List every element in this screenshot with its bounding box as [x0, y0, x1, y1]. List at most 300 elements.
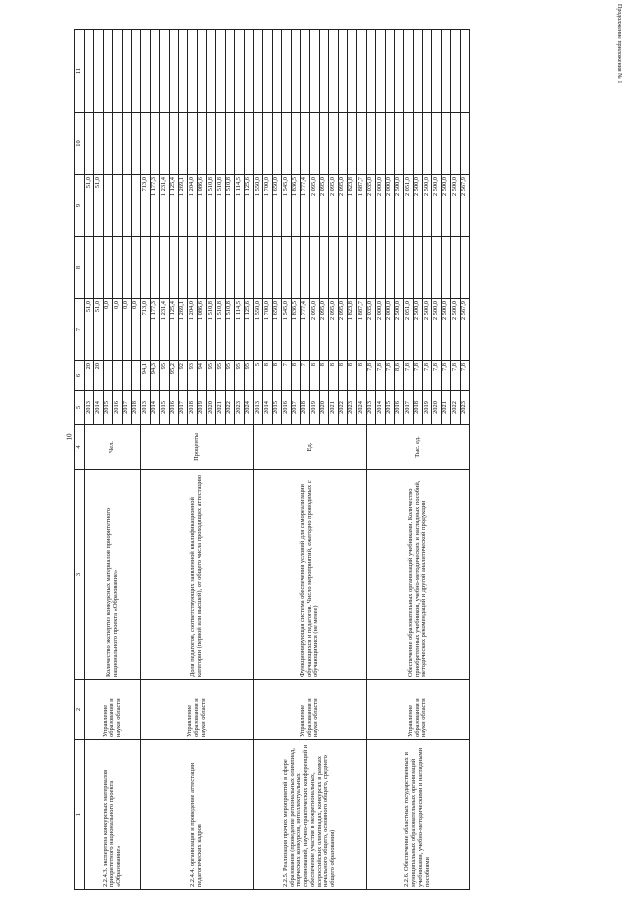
page-number: 10 — [65, 433, 74, 441]
year-cell: 2020 — [432, 391, 441, 425]
year-cell: 2020 — [319, 391, 328, 425]
other-funding-cell — [357, 30, 366, 113]
indicator-cell: Функционирующая система обеспечения условий для самореализации обучающихся и педагогов. Число мероприятий, ежегодно проводимых с обучающимися (не менее) — [254, 470, 367, 680]
executor-cell: Управление образования и науки области — [366, 680, 469, 740]
local-funding-cell — [413, 113, 422, 175]
federal-funding-cell — [188, 237, 197, 299]
year-cell: 2021 — [216, 391, 225, 425]
table-row — [141, 30, 150, 890]
other-funding-cell — [207, 30, 216, 113]
year-cell: 2021 — [441, 391, 450, 425]
other-funding-cell — [272, 30, 281, 113]
federal-funding-cell — [413, 237, 422, 299]
year-cell: 2014 — [94, 391, 103, 425]
regional-funding-cell — [103, 175, 112, 237]
indicator-cell: Обеспечение образовательных организаций учебниками. Количество приобретенных учебников, учебно-методических и наглядных пособий, методических рекомендаций и другой аналитической продукции — [366, 470, 469, 680]
regional-funding-cell: 2 095,0 — [338, 175, 347, 237]
local-funding-cell — [85, 113, 94, 175]
regional-funding-cell: 2 051,0 — [404, 175, 413, 237]
indicator-value-cell: 20 — [94, 361, 103, 391]
year-cell: 2017 — [291, 391, 300, 425]
indicator-value-cell: 93 — [188, 361, 197, 391]
column-number-row — [75, 30, 85, 890]
indicator-value-cell: 7 — [282, 361, 291, 391]
other-funding-cell — [441, 30, 450, 113]
indicator-value-cell — [103, 361, 112, 391]
total-funding-cell: 2 000,0 — [385, 299, 394, 361]
table-body — [85, 30, 470, 890]
regional-funding-cell: 1 510,8 — [216, 175, 225, 237]
indicator-value-cell: 95 — [207, 361, 216, 391]
regional-funding-cell: 2 500,0 — [413, 175, 422, 237]
federal-funding-cell — [366, 237, 375, 299]
year-cell: 2020 — [207, 391, 216, 425]
total-funding-cell: 1 204,0 — [188, 299, 197, 361]
local-funding-cell — [357, 113, 366, 175]
other-funding-cell — [282, 30, 291, 113]
year-cell: 2019 — [310, 391, 319, 425]
indicator-value-cell: 8 — [357, 361, 366, 391]
other-funding-cell — [169, 30, 178, 113]
federal-funding-cell — [272, 237, 281, 299]
program-table — [74, 29, 470, 890]
federal-funding-cell — [197, 237, 206, 299]
other-funding-cell — [423, 30, 432, 113]
other-funding-cell — [197, 30, 206, 113]
other-funding-cell — [432, 30, 441, 113]
federal-funding-cell — [451, 237, 460, 299]
other-funding-cell — [394, 30, 403, 113]
indicator-value-cell: 5 — [254, 361, 263, 391]
col-7-header: 7 — [75, 299, 85, 361]
federal-funding-cell — [178, 237, 187, 299]
indicator-value-cell: 7,8 — [460, 361, 469, 391]
total-funding-cell: 0,0 — [113, 299, 122, 361]
other-funding-cell — [460, 30, 469, 113]
indicator-value-cell: 7 — [300, 361, 309, 391]
other-funding-cell — [150, 30, 159, 113]
executor-cell: Управление образования и науки области — [85, 680, 141, 740]
local-funding-cell — [347, 113, 356, 175]
total-funding-cell: 2 095,0 — [329, 299, 338, 361]
other-funding-cell — [216, 30, 225, 113]
year-cell: 2019 — [197, 391, 206, 425]
indicator-value-cell: 7,8 — [441, 361, 450, 391]
total-funding-cell: 1 269,1 — [178, 299, 187, 361]
federal-funding-cell — [94, 237, 103, 299]
federal-funding-cell — [225, 237, 234, 299]
indicator-value-cell: 7,8 — [451, 361, 460, 391]
other-funding-cell — [244, 30, 253, 113]
indicator-value-cell: 8 — [310, 361, 319, 391]
indicator-value-cell: 7,8 — [376, 361, 385, 391]
activity-cell: 2.2.5. Реализация прочих мероприятий в сфере образования (проведение региональных олимпиад, творческих конкурсов, интеллектуальных соревнований, научно-практических конференций и обеспечение участия в межрегиональных, всероссийских олимпиадах, конкурсах в рамках начального общего, основного общего, среднего общего образования) — [254, 740, 367, 890]
indicator-value-cell — [113, 361, 122, 391]
regional-funding-cell: 1 777,4 — [300, 175, 309, 237]
federal-funding-cell — [282, 237, 291, 299]
total-funding-cell: 1 550,0 — [254, 299, 263, 361]
year-cell: 2023 — [460, 391, 469, 425]
total-funding-cell: 1 823,8 — [347, 299, 356, 361]
other-funding-cell — [85, 30, 94, 113]
other-funding-cell — [94, 30, 103, 113]
year-cell: 2023 — [347, 391, 356, 425]
col-10-header: 10 — [75, 113, 85, 175]
col-6-header: 6 — [75, 361, 85, 391]
year-cell: 2024 — [357, 391, 366, 425]
unit-cell: Чел. — [85, 425, 141, 470]
other-funding-cell — [338, 30, 347, 113]
other-funding-cell — [122, 30, 131, 113]
indicator-value-cell — [122, 361, 131, 391]
regional-funding-cell: 1 836,5 — [291, 175, 300, 237]
year-cell: 2024 — [244, 391, 253, 425]
activity-cell: 2.2.6. Обеспечение областных государственных и муниципальных образовательных организаций учебниками, учебно-методическими и наглядными пособиями — [366, 740, 469, 890]
local-funding-cell — [300, 113, 309, 175]
total-funding-cell: 51,0 — [85, 299, 94, 361]
table-row — [85, 30, 94, 890]
local-funding-cell — [94, 113, 103, 175]
other-funding-cell — [413, 30, 422, 113]
total-funding-cell: 0,0 — [131, 299, 140, 361]
year-cell: 2013 — [141, 391, 150, 425]
regional-funding-cell: 1 510,8 — [207, 175, 216, 237]
col-5-header: 5 — [75, 391, 85, 425]
other-funding-cell — [103, 30, 112, 113]
other-funding-cell — [451, 30, 460, 113]
local-funding-cell — [188, 113, 197, 175]
federal-funding-cell — [160, 237, 169, 299]
local-funding-cell — [366, 113, 375, 175]
other-funding-cell — [329, 30, 338, 113]
other-funding-cell — [291, 30, 300, 113]
indicator-cell: Количество экспертиз конкурсных материалов приоритетного национального проекта «Образование» — [85, 470, 141, 680]
activity-cell: 2.2.4.4. организация и проведение аттестации педагогических кадров — [141, 740, 254, 890]
regional-funding-cell: 1 177,3 — [150, 175, 159, 237]
regional-funding-cell: 2 000,0 — [376, 175, 385, 237]
total-funding-cell: 2 095,0 — [310, 299, 319, 361]
rotated-table-wrapper — [74, 30, 614, 890]
federal-funding-cell — [460, 237, 469, 299]
indicator-value-cell: 7,8 — [432, 361, 441, 391]
regional-funding-cell: 713,0 — [141, 175, 150, 237]
federal-funding-cell — [385, 237, 394, 299]
federal-funding-cell — [244, 237, 253, 299]
year-cell: 2017 — [404, 391, 413, 425]
indicator-value-cell: 95,2 — [169, 361, 178, 391]
total-funding-cell: 1 836,5 — [291, 299, 300, 361]
local-funding-cell — [423, 113, 432, 175]
local-funding-cell — [432, 113, 441, 175]
regional-funding-cell: 1 125,6 — [244, 175, 253, 237]
regional-funding-cell: 2 567,9 — [460, 175, 469, 237]
other-funding-cell — [254, 30, 263, 113]
total-funding-cell: 1 510,8 — [207, 299, 216, 361]
local-funding-cell — [141, 113, 150, 175]
regional-funding-cell: 2 000,0 — [385, 175, 394, 237]
federal-funding-cell — [235, 237, 244, 299]
year-cell: 2016 — [113, 391, 122, 425]
col-2-header: 2 — [75, 680, 85, 740]
year-cell: 2016 — [169, 391, 178, 425]
indicator-value-cell: 95 — [160, 361, 169, 391]
regional-funding-cell: 1 204,0 — [188, 175, 197, 237]
other-funding-cell — [113, 30, 122, 113]
col-4-header: 4 — [75, 425, 85, 470]
federal-funding-cell — [347, 237, 356, 299]
other-funding-cell — [319, 30, 328, 113]
total-funding-cell: 1 086,6 — [197, 299, 206, 361]
other-funding-cell — [404, 30, 413, 113]
federal-funding-cell — [122, 237, 131, 299]
unit-cell: Ед. — [254, 425, 367, 470]
other-funding-cell — [376, 30, 385, 113]
total-funding-cell: 1 114,5 — [235, 299, 244, 361]
regional-funding-cell: 2 500,0 — [423, 175, 432, 237]
col-1-header: 1 — [75, 740, 85, 890]
total-funding-cell: 0,0 — [103, 299, 112, 361]
col-9-header: 9 — [75, 175, 85, 237]
year-cell: 2022 — [338, 391, 347, 425]
year-cell: 2014 — [376, 391, 385, 425]
federal-funding-cell — [207, 237, 216, 299]
regional-funding-cell: 2 500,0 — [451, 175, 460, 237]
indicator-value-cell: 7,8 — [423, 361, 432, 391]
year-cell: 2018 — [300, 391, 309, 425]
indicator-value-cell: 8 — [291, 361, 300, 391]
indicator-value-cell: 8 — [319, 361, 328, 391]
col-11-header: 11 — [75, 30, 85, 113]
indicator-value-cell: 94,3 — [150, 361, 159, 391]
local-funding-cell — [329, 113, 338, 175]
local-funding-cell — [291, 113, 300, 175]
other-funding-cell — [347, 30, 356, 113]
regional-funding-cell: 2 500,0 — [394, 175, 403, 237]
local-funding-cell — [207, 113, 216, 175]
regional-funding-cell: 2 035,0 — [366, 175, 375, 237]
other-funding-cell — [178, 30, 187, 113]
local-funding-cell — [244, 113, 253, 175]
regional-funding-cell: 1 125,4 — [169, 175, 178, 237]
activity-cell: 2.2.4.3. экспертиза конкурсных материалов приоритетного национального проекта «Образование» — [85, 740, 141, 890]
local-funding-cell — [376, 113, 385, 175]
regional-funding-cell: 1 700,0 — [263, 175, 272, 237]
regional-funding-cell: 2 500,0 — [432, 175, 441, 237]
indicator-cell: Доля педагогов, соответствующих заявленной квалификационной категории (первой или высшей), от общего числа проходящих аттестацию — [141, 470, 254, 680]
indicator-value-cell: 95 — [235, 361, 244, 391]
other-funding-cell — [263, 30, 272, 113]
year-cell: 2015 — [385, 391, 394, 425]
local-funding-cell — [235, 113, 244, 175]
col-8-header: 8 — [75, 237, 85, 299]
local-funding-cell — [460, 113, 469, 175]
year-cell: 2015 — [272, 391, 281, 425]
regional-funding-cell: 2 095,0 — [310, 175, 319, 237]
total-funding-cell: 1 545,0 — [282, 299, 291, 361]
federal-funding-cell — [150, 237, 159, 299]
indicator-value-cell: 7,8 — [413, 361, 422, 391]
federal-funding-cell — [131, 237, 140, 299]
indicator-value-cell: 7,8 — [366, 361, 375, 391]
local-funding-cell — [272, 113, 281, 175]
year-cell: 2022 — [225, 391, 234, 425]
total-funding-cell: 2 500,0 — [413, 299, 422, 361]
regional-funding-cell: 2 095,0 — [329, 175, 338, 237]
total-funding-cell: 51,0 — [94, 299, 103, 361]
regional-funding-cell: 1 231,4 — [160, 175, 169, 237]
year-cell: 2018 — [131, 391, 140, 425]
total-funding-cell: 2 035,0 — [366, 299, 375, 361]
year-cell: 2017 — [178, 391, 187, 425]
year-cell: 2019 — [423, 391, 432, 425]
federal-funding-cell — [113, 237, 122, 299]
regional-funding-cell: 51,0 — [85, 175, 94, 237]
other-funding-cell — [385, 30, 394, 113]
local-funding-cell — [451, 113, 460, 175]
federal-funding-cell — [310, 237, 319, 299]
local-funding-cell — [282, 113, 291, 175]
regional-funding-cell: 51,0 — [94, 175, 103, 237]
total-funding-cell: 1 125,4 — [169, 299, 178, 361]
local-funding-cell — [319, 113, 328, 175]
year-cell: 2023 — [235, 391, 244, 425]
regional-funding-cell — [131, 175, 140, 237]
other-funding-cell — [160, 30, 169, 113]
other-funding-cell — [131, 30, 140, 113]
local-funding-cell — [394, 113, 403, 175]
local-funding-cell — [404, 113, 413, 175]
local-funding-cell — [225, 113, 234, 175]
year-cell: 2014 — [263, 391, 272, 425]
regional-funding-cell: 1 545,0 — [282, 175, 291, 237]
local-funding-cell — [169, 113, 178, 175]
regional-funding-cell: 1 114,5 — [235, 175, 244, 237]
federal-funding-cell — [141, 237, 150, 299]
total-funding-cell: 1 510,8 — [216, 299, 225, 361]
federal-funding-cell — [404, 237, 413, 299]
other-funding-cell — [300, 30, 309, 113]
year-cell: 2014 — [150, 391, 159, 425]
federal-funding-cell — [300, 237, 309, 299]
local-funding-cell — [310, 113, 319, 175]
indicator-value-cell: 8 — [347, 361, 356, 391]
local-funding-cell — [263, 113, 272, 175]
regional-funding-cell: 1 086,6 — [197, 175, 206, 237]
indicator-value-cell: 8 — [272, 361, 281, 391]
executor-cell: Управление образования и науки области — [254, 680, 367, 740]
local-funding-cell — [131, 113, 140, 175]
indicator-value-cell: 92 — [178, 361, 187, 391]
total-funding-cell: 2 500,0 — [394, 299, 403, 361]
year-cell: 2015 — [160, 391, 169, 425]
unit-cell: Проценты — [141, 425, 254, 470]
other-funding-cell — [366, 30, 375, 113]
other-funding-cell — [141, 30, 150, 113]
indicator-value-cell: 95 — [225, 361, 234, 391]
federal-funding-cell — [103, 237, 112, 299]
federal-funding-cell — [319, 237, 328, 299]
indicator-value-cell: 94 — [197, 361, 206, 391]
indicator-value-cell: 95 — [216, 361, 225, 391]
total-funding-cell: 2 567,9 — [460, 299, 469, 361]
executor-cell: Управление образования и науки области — [141, 680, 254, 740]
total-funding-cell: 2 000,0 — [376, 299, 385, 361]
year-cell: 2018 — [188, 391, 197, 425]
federal-funding-cell — [432, 237, 441, 299]
local-funding-cell — [178, 113, 187, 175]
regional-funding-cell: 2 500,0 — [441, 175, 450, 237]
federal-funding-cell — [394, 237, 403, 299]
local-funding-cell — [338, 113, 347, 175]
regional-funding-cell: 1 269,1 — [178, 175, 187, 237]
total-funding-cell: 1 700,0 — [263, 299, 272, 361]
local-funding-cell — [197, 113, 206, 175]
year-cell: 2017 — [122, 391, 131, 425]
total-funding-cell: 2 500,0 — [451, 299, 460, 361]
federal-funding-cell — [169, 237, 178, 299]
regional-funding-cell: 2 095,0 — [319, 175, 328, 237]
federal-funding-cell — [441, 237, 450, 299]
regional-funding-cell: 1 550,0 — [254, 175, 263, 237]
continuation-note: Продолжение приложения № 1 — [616, 4, 622, 84]
federal-funding-cell — [329, 237, 338, 299]
col-3-header: 3 — [75, 470, 85, 680]
total-funding-cell: 713,0 — [141, 299, 150, 361]
federal-funding-cell — [254, 237, 263, 299]
total-funding-cell: 0,0 — [122, 299, 131, 361]
indicator-value-cell: 8 — [338, 361, 347, 391]
federal-funding-cell — [423, 237, 432, 299]
table-row — [254, 30, 263, 890]
other-funding-cell — [225, 30, 234, 113]
local-funding-cell — [385, 113, 394, 175]
federal-funding-cell — [357, 237, 366, 299]
local-funding-cell — [103, 113, 112, 175]
local-funding-cell — [254, 113, 263, 175]
indicator-value-cell: 94,1 — [141, 361, 150, 391]
local-funding-cell — [160, 113, 169, 175]
regional-funding-cell — [113, 175, 122, 237]
total-funding-cell: 2 095,0 — [338, 299, 347, 361]
year-cell: 2016 — [394, 391, 403, 425]
indicator-value-cell: 95 — [244, 361, 253, 391]
total-funding-cell: 1 650,0 — [272, 299, 281, 361]
total-funding-cell: 1 125,6 — [244, 299, 253, 361]
federal-funding-cell — [85, 237, 94, 299]
indicator-value-cell: 7,8 — [385, 361, 394, 391]
year-cell: 2022 — [451, 391, 460, 425]
regional-funding-cell: 1 510,8 — [225, 175, 234, 237]
regional-funding-cell: 1 823,8 — [347, 175, 356, 237]
total-funding-cell: 2 500,0 — [423, 299, 432, 361]
year-cell: 2013 — [366, 391, 375, 425]
federal-funding-cell — [216, 237, 225, 299]
total-funding-cell: 2 095,0 — [319, 299, 328, 361]
year-cell: 2015 — [103, 391, 112, 425]
table-row — [366, 30, 375, 890]
indicator-value-cell: 20 — [85, 361, 94, 391]
local-funding-cell — [150, 113, 159, 175]
federal-funding-cell — [376, 237, 385, 299]
federal-funding-cell — [291, 237, 300, 299]
local-funding-cell — [113, 113, 122, 175]
total-funding-cell: 2 051,0 — [404, 299, 413, 361]
other-funding-cell — [310, 30, 319, 113]
indicator-value-cell — [131, 361, 140, 391]
local-funding-cell — [216, 113, 225, 175]
indicator-value-cell: 8 — [263, 361, 272, 391]
total-funding-cell: 1 887,7 — [357, 299, 366, 361]
